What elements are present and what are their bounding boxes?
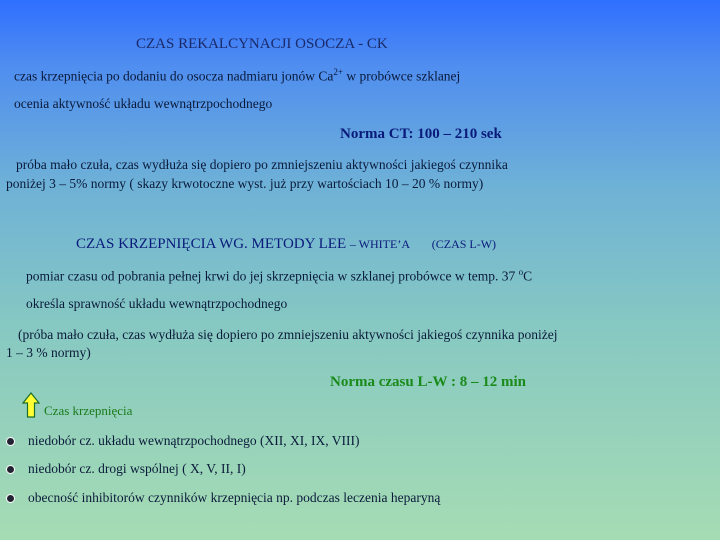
lw-norm: Norma czasu L-W : 8 – 12 min — [330, 374, 526, 390]
lw-note-line2: 1 – 3 % normy) — [6, 345, 91, 360]
lw-description-line — [26, 267, 532, 285]
lw-section-title — [76, 236, 496, 253]
bullet-icon — [6, 437, 15, 446]
bullet-icon — [6, 465, 15, 474]
page-title: CZAS REKALCYNACJI OSOCZA - CK — [136, 36, 388, 52]
ca-charge-superscript: 2+ — [333, 67, 343, 77]
ck-note-line1: próba mało czuła, czas wydłuża się dopiero po zmniejszeniu aktywności jakiegoś czynnika — [16, 157, 508, 172]
lw-determines-line: określa sprawność układu wewnątrzpochodnego — [26, 296, 288, 311]
up-arrow-icon — [22, 392, 40, 418]
increase-label: Czas krzepnięcia — [44, 403, 133, 418]
bullet-item-1: niedobór cz. układu wewnątrzpochodnego (XII, XI, IX, VIII) — [28, 433, 360, 448]
ck-evaluates-line: ocenia aktywność układu wewnątrzpochodnego — [14, 96, 273, 111]
bullet-icon — [6, 494, 15, 503]
lw-title-paren: (CZAS L-W) — [431, 237, 497, 251]
ck-description-end: w probówce szklanej — [342, 68, 461, 84]
ck-description-text: czas krzepnięcia po dodaniu do osocza nadmiaru jonów Ca — [14, 68, 334, 84]
bullet-item-2: niedobór cz. drogi wspólnej ( X, V, II, I) — [28, 461, 246, 476]
lw-title-text: CZAS KRZEPNIĘCIA WG. METODY LEE — [76, 236, 347, 252]
lw-note-line1: (próba mało czuła, czas wydłuża się dopiero po zmniejszeniu aktywności jakiegoś czynnika poniżej — [18, 327, 558, 342]
bullet-item-3: obecność inhibitorów czynników krzepnięcia np. podczas leczenia heparyną — [28, 490, 441, 505]
degree-superscript: o — [518, 267, 524, 277]
ck-description-line — [14, 67, 460, 85]
lw-title-suffix: – WHITE’A — [349, 237, 410, 251]
ck-norm: Norma CT: 100 – 210 sek — [340, 126, 502, 142]
celsius-unit: C — [523, 268, 533, 284]
ck-note-line2: poniżej 3 – 5% normy ( skazy krwotoczne wyst. już przy wartościach 10 – 20 % normy) — [6, 176, 484, 191]
lw-description-text: pomiar czasu od pobrania pełnej krwi do jej skrzepnięcia w szklanej probówce w temp. 37 — [26, 268, 519, 284]
